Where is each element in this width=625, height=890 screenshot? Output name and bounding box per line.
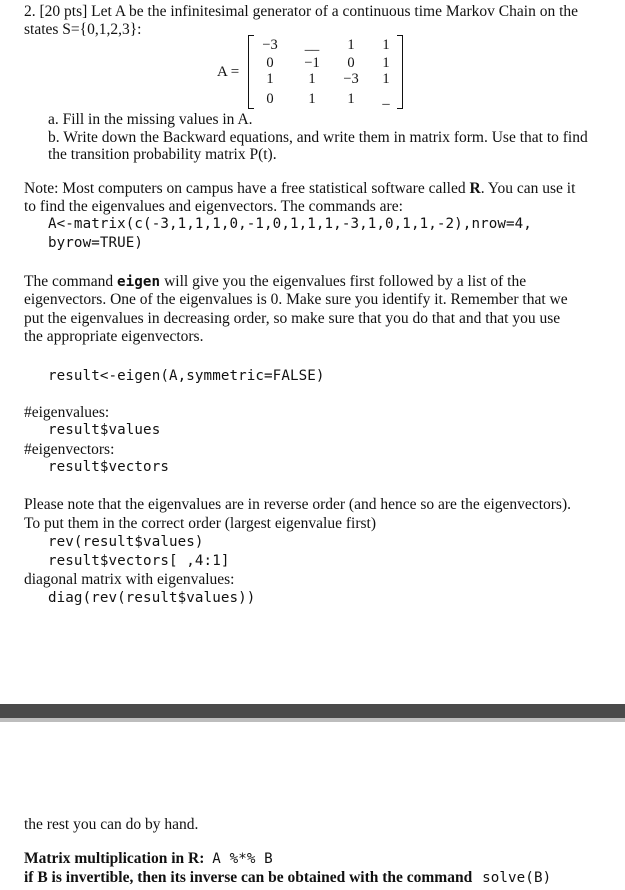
note-text: Note: Most computers on campus have a free statistical software called: [24, 180, 470, 197]
matrix-cell: −3: [262, 37, 278, 53]
matrix-cell: 1: [382, 55, 390, 71]
eigen-line2: eigenvectors. One of the eigenvalues is 0. Make sure you identify it. Remember that we: [24, 291, 568, 308]
reverse-line1: Please note that the eigenvalues are in reverse order (and hence so are the eigenvectors).: [24, 496, 571, 513]
eigen-command: eigen: [116, 274, 161, 290]
part-b-line2: the transition probability matrix P(t).: [48, 146, 277, 163]
matrix-cell: 1: [347, 91, 355, 107]
matrix-cell: 1: [308, 91, 316, 107]
code-matrix-line2: byrow=TRUE): [48, 235, 144, 251]
note-line2: to find the eigenvalues and eigenvectors. The commands are:: [24, 198, 403, 215]
page-divider: [0, 704, 625, 718]
software-name: R: [469, 180, 481, 197]
reverse-line2: To put them in the correct order (largest eigenvalue first): [24, 515, 376, 532]
reverse-line3: diagonal matrix with eigenvalues:: [24, 571, 235, 588]
inverse-code: solve(B): [482, 870, 552, 886]
matrix-cell: −3: [343, 71, 359, 87]
rest-by-hand: the rest you can do by hand.: [24, 816, 199, 833]
code-rev-values: rev(result$values): [48, 534, 204, 550]
matrix-label: A =: [217, 64, 240, 80]
problem-header-line2: states S={0,1,2,3}:: [24, 21, 142, 38]
eigen-text: The command: [24, 273, 117, 290]
inverse-label: if B is invertible, then its inverse can be obtained with the command: [24, 869, 473, 886]
matrix-mult-note: [24, 850, 273, 869]
matrix-cell: 0: [266, 55, 274, 71]
matrix-cell: 1: [382, 71, 390, 87]
mult-code: A %*% B: [212, 851, 273, 867]
matrix-cell: 1: [308, 71, 316, 87]
code-diag: diag(rev(result$values)): [48, 590, 256, 606]
note-text: . You can use it: [480, 180, 576, 197]
eigen-line4: the appropriate eigenvectors.: [24, 328, 204, 345]
matrix-cell: 1: [347, 37, 355, 53]
problem-header-line1: 2. [20 pts] Let A be the infinitesimal generator of a continuous time Markov Chain on the: [24, 3, 579, 20]
code-eigenvectors: result$vectors: [48, 459, 169, 475]
matrix-cell: 1: [266, 71, 274, 87]
code-matrix-line1: A<-matrix(c(-3,1,1,1,0,-1,0,1,1,1,-3,1,0,1,1,-2),nrow=4,: [48, 216, 532, 232]
matrix-cell: 1: [382, 37, 390, 53]
matrix-left-bracket: [248, 35, 254, 109]
matrix-cell-missing: __: [304, 37, 320, 53]
eigen-text: will give you the eigenvalues first followed by a list of the: [160, 273, 527, 290]
code-eigen-result: result<-eigen(A,symmetric=FALSE): [48, 368, 325, 384]
matrix-cell: −1: [304, 55, 320, 71]
code-rev-vectors: result$vectors[ ,4:1]: [48, 553, 230, 569]
matrix-cell: 0: [266, 91, 274, 107]
inverse-note: [24, 869, 551, 888]
comment-eigenvectors: #eigenvectors:: [24, 441, 115, 458]
note-line1: [24, 180, 575, 198]
comment-eigenvalues: #eigenvalues:: [24, 404, 110, 421]
eigen-line3: put the eigenvalues in decreasing order, so make sure that you do that and that you use: [24, 310, 561, 327]
matrix-cell: 0: [347, 55, 355, 71]
matrix-cell-missing: _: [382, 91, 390, 107]
mult-label: Matrix multiplication in R:: [24, 850, 205, 867]
part-a: a. Fill in the missing values in A.: [48, 111, 253, 128]
eigen-line1: [24, 273, 526, 292]
part-b-line1: b. Write down the Backward equations, and write them in matrix form. Use that to find: [48, 129, 588, 146]
code-eigenvalues: result$values: [48, 422, 161, 438]
